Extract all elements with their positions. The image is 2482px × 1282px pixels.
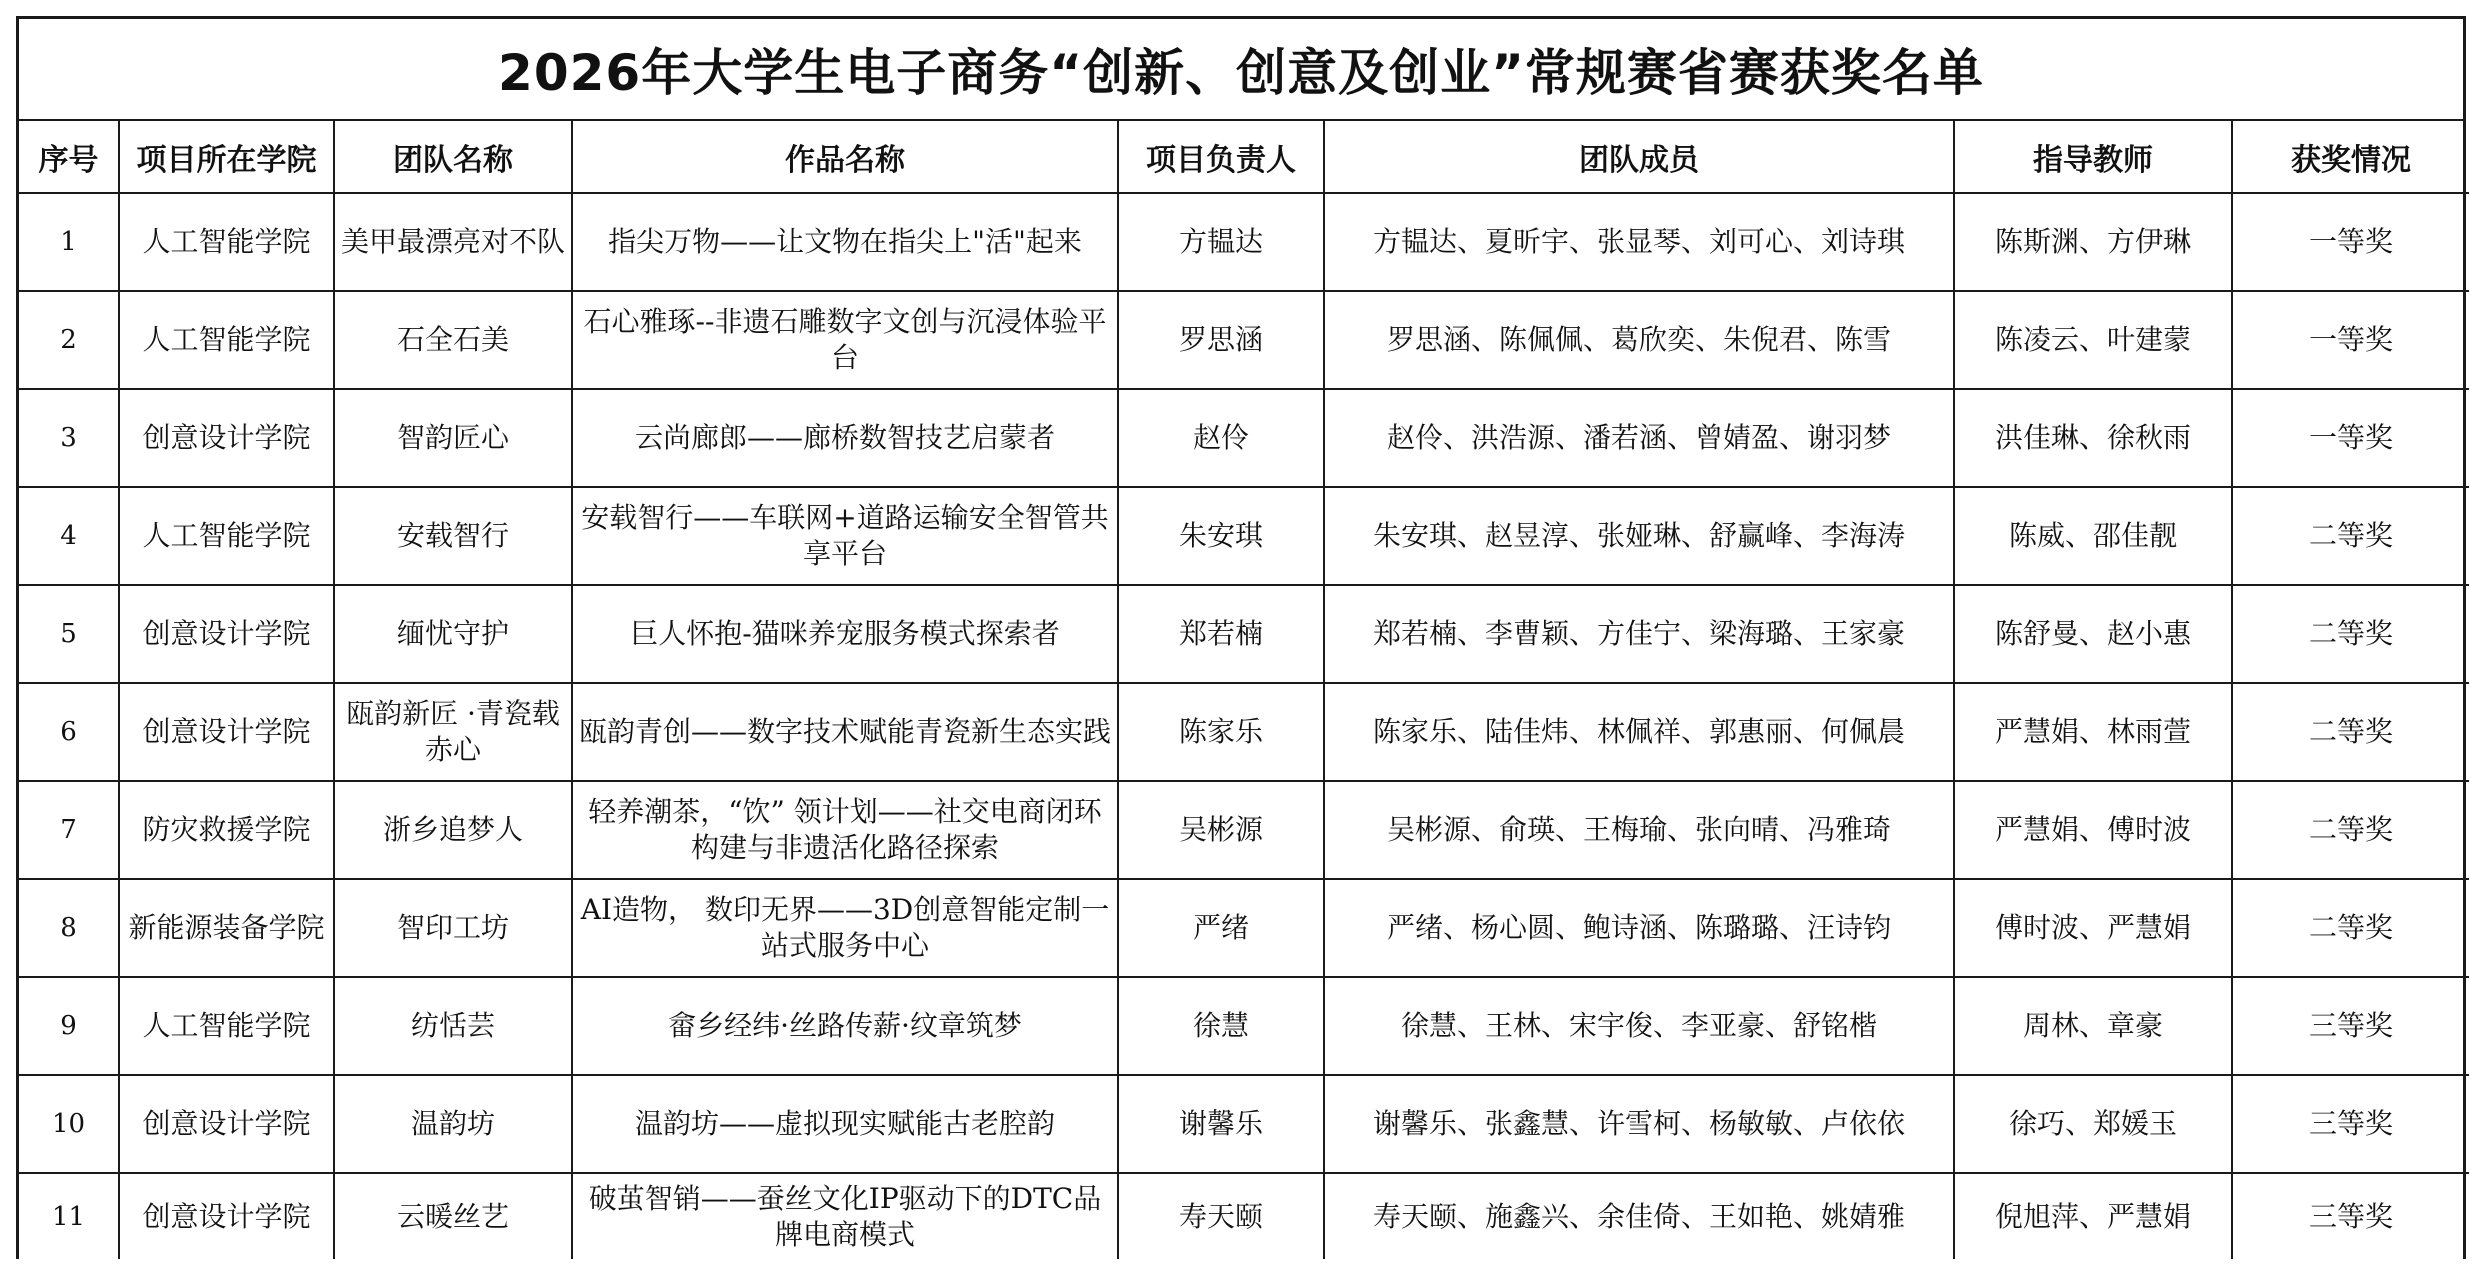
cell-leader: 郑若楠 — [1118, 585, 1324, 683]
cell-award: 三等奖 — [2308, 1199, 2393, 1233]
cell-index: 9 — [19, 977, 119, 1075]
table-row — [19, 389, 2469, 487]
cell-index: 10 — [19, 1075, 119, 1173]
cell-advisors: 严慧娟、傅时波 — [1954, 781, 2232, 879]
table-row — [19, 879, 2469, 977]
cell-team-name: 温韵坊 — [334, 1075, 572, 1173]
cell-work-name: 云尚廊郎——廊桥数智技艺启蒙者 — [572, 389, 1118, 487]
cell-work-name: 石心雅琢--非遗石雕数字文创与沉浸体验平台 — [572, 291, 1118, 389]
cell-index: 8 — [19, 879, 119, 977]
column-header-index: 序号 — [19, 121, 119, 193]
cell-index: 6 — [19, 683, 119, 781]
column-header-advisors: 指导教师 — [1954, 121, 2232, 193]
cell-college: 人工智能学院 — [119, 291, 334, 389]
cell-team-name: 智韵匠心 — [334, 389, 572, 487]
cell-award: 二等奖 — [2232, 683, 2469, 781]
cell-team-name: 云暖丝艺 — [334, 1173, 572, 1259]
column-header-work-name: 作品名称 — [572, 121, 1118, 193]
cell-leader: 陈家乐 — [1118, 683, 1324, 781]
cell-index: 1 — [19, 193, 119, 291]
cell-college: 创意设计学院 — [119, 683, 334, 781]
cell-leader: 方韫达 — [1118, 193, 1324, 291]
cell-advisors: 徐巧、郑媛玉 — [1954, 1075, 2232, 1173]
cell-award: 二等奖 — [2232, 585, 2469, 683]
cell-advisors: 倪旭萍、严慧娟 — [1954, 1173, 2232, 1259]
cell-members: 陈家乐、陆佳炜、林佩祥、郭惠丽、何佩晨 — [1324, 683, 1954, 781]
column-header-award: 获奖情况 — [2232, 121, 2469, 193]
cell-members: 郑若楠、李曹颖、方佳宁、梁海璐、王家豪 — [1324, 585, 1954, 683]
cell-work-name: AI造物， 数印无界——3D创意智能定制一站式服务中心 — [572, 879, 1118, 977]
cell-team-name: 纺恬芸 — [334, 977, 572, 1075]
cell-team-name: 美甲最漂亮对不队 — [334, 193, 572, 291]
table-row — [19, 977, 2469, 1075]
header-row — [19, 121, 2469, 193]
cell-college: 创意设计学院 — [119, 389, 334, 487]
cell-work-name: 巨人怀抱-猫咪养宠服务模式探索者 — [572, 585, 1118, 683]
cell-index: 4 — [19, 487, 119, 585]
cell-index: 3 — [19, 389, 119, 487]
cell-work-name: 安载智行——车联网+道路运输安全智管共享平台 — [572, 487, 1118, 585]
cell-leader: 赵伶 — [1118, 389, 1324, 487]
cell-advisors: 陈斯渊、方伊琳 — [1954, 193, 2232, 291]
column-header-members: 团队成员 — [1324, 121, 1954, 193]
table-row — [19, 193, 2469, 291]
cell-work-name: 瓯韵青创——数字技术赋能青瓷新生态实践 — [572, 683, 1118, 781]
award-sheet — [16, 16, 2466, 1259]
cell-award: 三等奖 — [2232, 1075, 2469, 1173]
cell-college: 新能源装备学院 — [119, 879, 334, 977]
cell-members: 朱安琪、赵昱淳、张娅琳、舒赢峰、李海涛 — [1324, 487, 1954, 585]
column-header-team-name: 团队名称 — [334, 121, 572, 193]
cell-award: 一等奖 — [2232, 389, 2469, 487]
cell-members: 谢馨乐、张鑫慧、许雪柯、杨敏敏、卢依依 — [1324, 1075, 1954, 1173]
cell-leader: 吴彬源 — [1118, 781, 1324, 879]
sheet-title: 2026年大学生电子商务“创新、创意及创业”常规赛省赛获奖名单 — [19, 19, 2463, 121]
cell-team-name: 浙乡追梦人 — [334, 781, 572, 879]
table-row — [19, 291, 2469, 389]
cell-team-name: 石全石美 — [334, 291, 572, 389]
column-header-college: 项目所在学院 — [119, 121, 334, 193]
cell-team-name: 瓯韵新匠 ·青瓷载赤心 — [334, 683, 572, 781]
cell-index: 5 — [19, 585, 119, 683]
cell-leader: 严绪 — [1118, 879, 1324, 977]
cell-college: 人工智能学院 — [119, 487, 334, 585]
table-row — [19, 683, 2469, 781]
cell-team-name: 智印工坊 — [334, 879, 572, 977]
cell-college: 防灾救援学院 — [119, 781, 334, 879]
cell-members: 寿天颐、施鑫兴、余佳倚、王如艳、姚婧雅 — [1324, 1173, 1954, 1259]
cell-college: 创意设计学院 — [119, 1075, 334, 1173]
award-table — [19, 121, 2469, 1259]
cell-members: 严绪、杨心圆、鲍诗涵、陈璐璐、汪诗钧 — [1324, 879, 1954, 977]
cell-award: 二等奖 — [2232, 487, 2469, 585]
cell-members: 罗思涵、陈佩佩、葛欣奕、朱倪君、陈雪 — [1324, 291, 1954, 389]
cell-members: 赵伶、洪浩源、潘若涵、曾婧盈、谢羽梦 — [1324, 389, 1954, 487]
cell-work-name: 温韵坊——虚拟现实赋能古老腔韵 — [572, 1075, 1118, 1173]
column-header-leader: 项目负责人 — [1118, 121, 1324, 193]
cell-advisors: 严慧娟、林雨萱 — [1954, 683, 2232, 781]
table-body — [19, 193, 2469, 1259]
table-row — [19, 1075, 2469, 1173]
cell-work-name: 轻养潮茶，“饮” 领计划——社交电商闭环构建与非遗活化路径探索 — [572, 781, 1118, 879]
cell-team-name: 安载智行 — [334, 487, 572, 585]
cell-college: 创意设计学院 — [119, 1173, 334, 1259]
cell-college: 人工智能学院 — [119, 193, 334, 291]
cell-index: 7 — [19, 781, 119, 879]
cell-team-name: 缅忧守护 — [334, 585, 572, 683]
cell-advisors: 洪佳琳、徐秋雨 — [1954, 389, 2232, 487]
table-row — [19, 1173, 2469, 1259]
cell-college: 人工智能学院 — [119, 977, 334, 1075]
table-row — [19, 487, 2469, 585]
cell-leader: 谢馨乐 — [1118, 1075, 1324, 1173]
table-row — [19, 781, 2469, 879]
cell-advisors: 周林、章豪 — [1954, 977, 2232, 1075]
cell-work-name: 破茧智销——蚕丝文化IP驱动下的DTC品牌电商模式 — [572, 1173, 1118, 1259]
cell-members: 方韫达、夏昕宇、张显琴、刘可心、刘诗琪 — [1324, 193, 1954, 291]
cell-award: 一等奖 — [2232, 291, 2469, 389]
table-row — [19, 585, 2469, 683]
cell-advisors: 陈舒曼、赵小惠 — [1954, 585, 2232, 683]
cell-leader: 寿天颐 — [1118, 1173, 1324, 1259]
cell-advisors: 陈凌云、叶建蒙 — [1954, 291, 2232, 389]
cell-award: 三等奖 — [2232, 977, 2469, 1075]
cell-leader: 徐慧 — [1118, 977, 1324, 1075]
cell-advisors: 陈威、邵佳靓 — [1954, 487, 2232, 585]
cell-members: 徐慧、王林、宋宇俊、李亚豪、舒铭楷 — [1324, 977, 1954, 1075]
cell-advisors: 傅时波、严慧娟 — [1954, 879, 2232, 977]
cell-work-name: 畲乡经纬·丝路传薪·纹章筑梦 — [572, 977, 1118, 1075]
cell-members: 吴彬源、俞瑛、王梅瑜、张向晴、冯雅琦 — [1324, 781, 1954, 879]
cell-award: 二等奖 — [2232, 879, 2469, 977]
cell-leader: 朱安琪 — [1118, 487, 1324, 585]
cell-award: 一等奖 — [2232, 193, 2469, 291]
cell-award: 二等奖 — [2232, 781, 2469, 879]
cell-work-name: 指尖万物——让文物在指尖上"活"起来 — [572, 193, 1118, 291]
cell-index: 11 — [19, 1173, 119, 1259]
cell-index: 2 — [19, 291, 119, 389]
cell-leader: 罗思涵 — [1118, 291, 1324, 389]
cell-college: 创意设计学院 — [119, 585, 334, 683]
